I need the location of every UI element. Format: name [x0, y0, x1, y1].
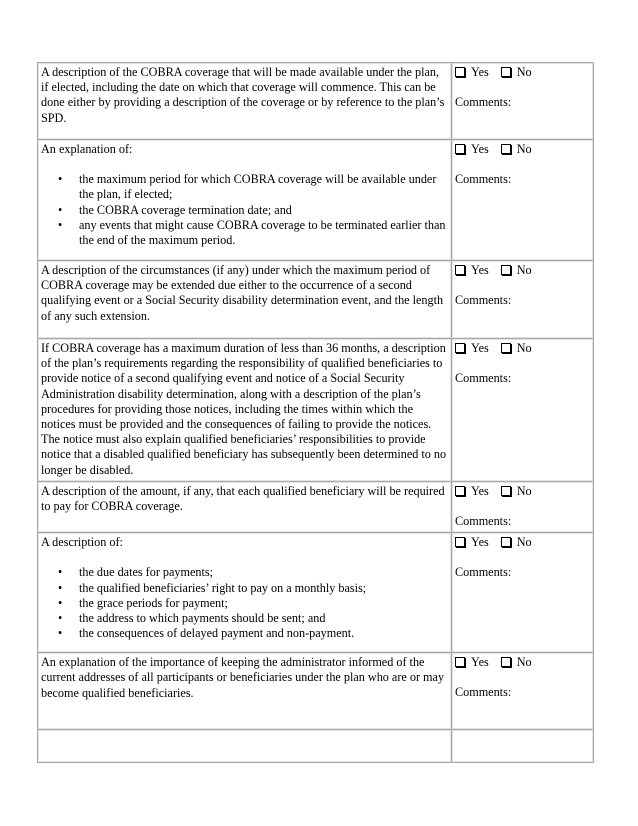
yes-label: Yes — [471, 655, 489, 670]
table-row — [38, 339, 594, 482]
table-row — [38, 261, 594, 339]
checkbox-icon[interactable] — [455, 67, 465, 77]
requirement-bullet-list — [41, 172, 448, 248]
no-option[interactable] — [501, 341, 532, 355]
requirement-bullet-list — [41, 565, 448, 641]
no-option[interactable] — [501, 65, 532, 79]
list-item: • the grace periods for payment; — [79, 596, 448, 611]
requirement-text: A description of the circumstances (if any) under which the maximum period of COBRA coverage may be extended due either to the occurrence of a second qualifying event or a Social Security disability determination event, and the length of any such extension. — [41, 263, 444, 323]
yes-no-options — [455, 655, 590, 670]
table-row — [38, 653, 594, 730]
yes-no-options — [455, 65, 590, 80]
checkbox-icon[interactable] — [501, 265, 511, 275]
yes-option[interactable] — [455, 655, 489, 669]
checkbox-icon[interactable] — [501, 67, 511, 77]
requirement-text: A description of the COBRA coverage that will be made available under the plan, if elected, including the date on which that coverage will commence. This can be done either by providing a description of the coverage or by reference to the plan’s SPD. — [41, 65, 445, 125]
no-label: No — [516, 535, 532, 550]
yes-option[interactable] — [455, 535, 489, 549]
yes-no-options — [455, 535, 590, 550]
no-option[interactable] — [501, 655, 532, 669]
comments-label: Comments: — [455, 514, 512, 529]
no-label: No — [516, 263, 532, 277]
no-label: No — [516, 65, 532, 79]
list-item: • the qualified beneficiaries’ right to pay on a monthly basis; — [79, 581, 448, 596]
requirement-cell — [38, 140, 452, 261]
comments-label: Comments: — [455, 371, 512, 386]
yes-option[interactable] — [455, 65, 489, 79]
yes-no-options — [455, 341, 590, 356]
requirement-text: A description of the amount, if any, that each qualified beneficiary will be required to pay for COBRA coverage. — [41, 483, 445, 514]
yes-label: Yes — [471, 535, 489, 550]
no-label: No — [516, 655, 532, 670]
comments-label: Comments: — [455, 172, 512, 187]
yes-no-options — [455, 263, 590, 278]
checkbox-icon[interactable] — [455, 657, 465, 667]
table-row — [38, 63, 594, 140]
requirement-cell — [38, 481, 452, 532]
yes-option[interactable] — [455, 484, 489, 498]
list-item: • the COBRA coverage termination date; and — [79, 203, 448, 218]
requirement-text: If COBRA coverage has a maximum duration of less than 36 months, a description of the plan’s requirements regarding the responsibility of qualified beneficiaries to provide notice of a second qualifying event and notice of a Social Security Administration disability determination, along with a description of the plan’s procedures for providing those notices, including the times within which the notices must be provided and the consequences of failing to provide the notices. The notice must also explain qualified beneficiaries’ responsibilities to provide notice that a disabled qualified beneficiary has subsequently been determined to no longer be disabled. — [41, 341, 447, 477]
yes-no-options — [455, 484, 590, 499]
comments-label: Comments: — [455, 685, 512, 700]
yes-label: Yes — [471, 483, 489, 498]
yes-label: Yes — [471, 65, 489, 79]
response-cell-empty[interactable] — [452, 730, 594, 763]
table-row — [38, 481, 594, 532]
no-option[interactable] — [501, 484, 532, 498]
no-label: No — [516, 483, 532, 498]
yes-option[interactable] — [455, 263, 489, 277]
response-cell — [452, 533, 594, 653]
requirement-cell-empty[interactable] — [38, 730, 452, 763]
response-cell — [452, 481, 594, 532]
requirement-text: A description of: — [41, 535, 123, 550]
table-row — [38, 533, 594, 653]
yes-label: Yes — [471, 341, 489, 355]
checkbox-icon[interactable] — [455, 537, 465, 547]
requirement-cell — [38, 653, 452, 730]
table-row — [38, 730, 594, 763]
requirement-cell — [38, 339, 452, 482]
requirement-cell — [38, 533, 452, 653]
no-label: No — [516, 341, 532, 355]
yes-option[interactable] — [455, 142, 489, 156]
no-option[interactable] — [501, 535, 532, 549]
checkbox-icon[interactable] — [501, 537, 511, 547]
list-item: • the due dates for payments; — [79, 565, 448, 580]
cobra-notice-checklist-table — [37, 62, 594, 763]
response-cell — [452, 653, 594, 730]
no-option[interactable] — [501, 142, 532, 156]
no-label: No — [516, 142, 532, 156]
table-row — [38, 140, 594, 261]
requirement-text: An explanation of: — [41, 142, 133, 156]
yes-option[interactable] — [455, 341, 489, 355]
checkbox-icon[interactable] — [501, 486, 511, 496]
response-cell — [452, 63, 594, 140]
yes-label: Yes — [471, 142, 489, 156]
checkbox-icon[interactable] — [501, 343, 511, 353]
checkbox-icon[interactable] — [455, 144, 465, 154]
response-cell — [452, 140, 594, 261]
yes-label: Yes — [471, 263, 489, 277]
comments-label: Comments: — [455, 293, 512, 308]
requirement-cell — [38, 261, 452, 339]
checkbox-icon[interactable] — [455, 486, 465, 496]
response-cell — [452, 261, 594, 339]
checkbox-icon[interactable] — [455, 265, 465, 275]
comments-label: Comments: — [455, 565, 512, 580]
list-item: • any events that might cause COBRA coverage to be terminated earlier than the end of the maximum period. — [79, 218, 448, 248]
list-item: • the maximum period for which COBRA coverage will be available under the plan, if elected; — [79, 172, 448, 202]
response-cell — [452, 339, 594, 482]
checkbox-icon[interactable] — [455, 343, 465, 353]
list-item: • the address to which payments should be sent; and — [79, 611, 448, 626]
requirement-text: An explanation of the importance of keeping the administrator informed of the current addresses of all participants or beneficiaries under the plan who are or may become qualified beneficiaries. — [41, 655, 445, 700]
comments-label: Comments: — [455, 95, 512, 110]
checkbox-icon[interactable] — [501, 144, 511, 154]
no-option[interactable] — [501, 263, 532, 277]
yes-no-options — [455, 142, 590, 157]
list-item: • the consequences of delayed payment and non-payment. — [79, 626, 448, 641]
requirement-cell — [38, 63, 452, 140]
checkbox-icon[interactable] — [501, 657, 511, 667]
